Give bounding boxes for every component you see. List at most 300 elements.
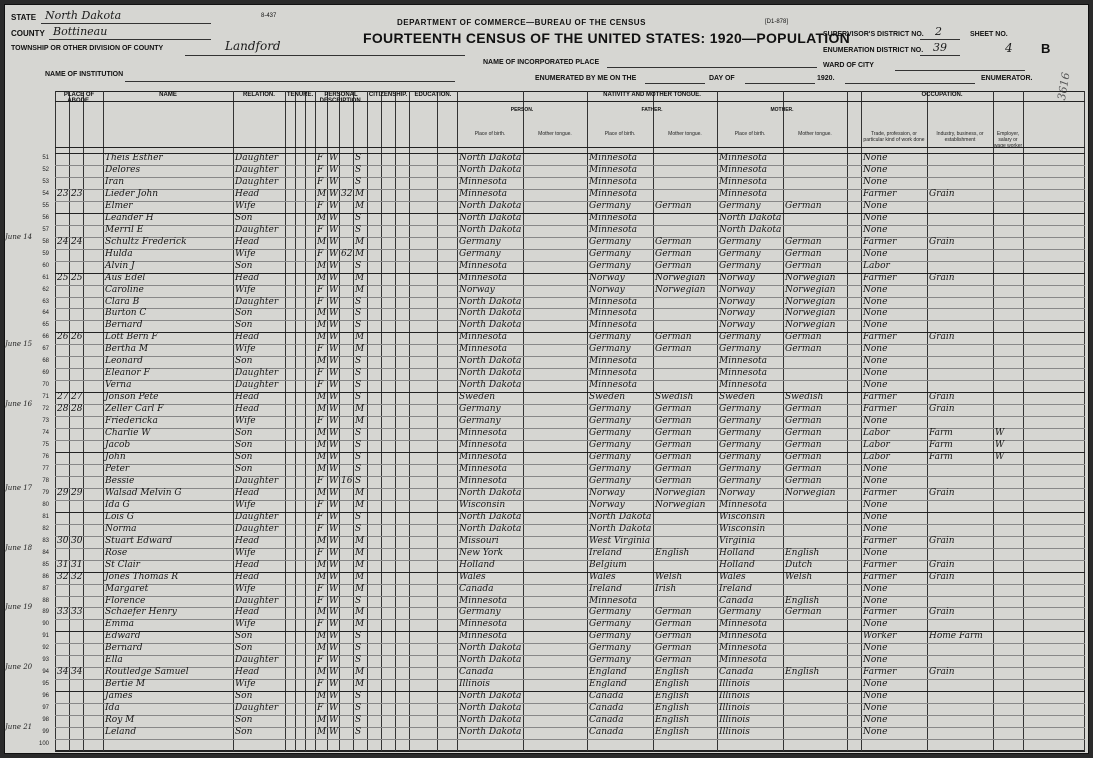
cell-ind: Grain: [929, 607, 955, 618]
cell-pob: Minnesota: [459, 475, 508, 486]
cell-ms: M: [355, 535, 365, 546]
cell-mpob: Holland: [719, 547, 755, 558]
cell-mpob: Minnesota: [719, 368, 768, 379]
row-number: 99: [42, 729, 49, 736]
cell-dw: 34: [57, 667, 69, 678]
cell-rel: Son: [235, 691, 253, 702]
row-number: 70: [42, 382, 49, 389]
cell-pob: Minnesota: [459, 451, 508, 462]
cell-mtong: German: [785, 463, 822, 474]
cell-occ: None: [863, 212, 888, 223]
row-number: 90: [42, 621, 49, 628]
cell-race: W: [329, 607, 339, 618]
row-number: 53: [42, 178, 49, 185]
cell-rel: Daughter: [235, 655, 279, 666]
cell-race: W: [329, 320, 339, 331]
cell-mpob: Wales: [719, 571, 746, 582]
cell-pob: North Dakota: [459, 715, 522, 726]
cell-fam: 23: [71, 188, 83, 199]
cell-mpob: Germany: [719, 475, 761, 486]
cell-race: W: [329, 344, 339, 355]
cell-ms: S: [355, 356, 362, 367]
cell-race: W: [329, 619, 339, 630]
cell-name: Bertha M: [105, 344, 149, 355]
cell-fpob: Sweden: [589, 392, 626, 403]
row-number: 60: [42, 262, 49, 269]
margin-note: June 21: [5, 723, 33, 732]
row-number: 96: [42, 693, 49, 700]
cell-name: Leander H: [105, 212, 154, 223]
cell-mtong: English: [785, 547, 820, 558]
cell-occ: None: [863, 380, 888, 391]
cell-race: W: [329, 368, 339, 379]
cell-mtong: German: [785, 440, 822, 451]
cell-occ: None: [863, 691, 888, 702]
row-number: 61: [42, 274, 49, 281]
cell-race: W: [329, 643, 339, 654]
row-number: 84: [42, 549, 49, 556]
cell-rel: Daughter: [235, 511, 279, 522]
cell-rel: Son: [235, 320, 253, 331]
cell-race: W: [329, 296, 339, 307]
cell-fpob: Ireland: [589, 583, 622, 594]
cell-sex: F: [317, 296, 324, 307]
row-number: 80: [42, 501, 49, 508]
column-divider: [83, 91, 84, 751]
cell-race: W: [329, 224, 339, 235]
cell-occ: Labor: [863, 440, 890, 451]
cell-sex: M: [317, 571, 327, 582]
cell-ind: Farm: [929, 440, 953, 451]
cell-race: W: [329, 679, 339, 690]
cell-ind: Grain: [929, 392, 955, 403]
cell-occ: None: [863, 368, 888, 379]
cell-mpob: Germany: [719, 428, 761, 439]
cell-ftong: German: [655, 200, 692, 211]
row-number: 97: [42, 705, 49, 712]
column-divider: [409, 91, 410, 751]
cell-name: Delores: [105, 164, 141, 175]
census-sheet: [4, 4, 1089, 754]
cell-fpob: Germany: [589, 236, 631, 247]
cell-emp: W: [995, 428, 1005, 439]
supervisor-value: 2: [935, 25, 942, 38]
row-number: 76: [42, 453, 49, 460]
cell-ind: Farm: [929, 451, 953, 462]
cell-ftong: German: [655, 655, 692, 666]
group-heading-8: OCCUPATION.: [921, 92, 963, 98]
cell-fpob: Germany: [589, 200, 631, 211]
cell-dw: 28: [57, 404, 69, 415]
cell-rel: Daughter: [235, 703, 279, 714]
cell-ms: S: [355, 428, 362, 439]
cell-mtong: German: [785, 475, 822, 486]
cell-mtong: German: [785, 260, 822, 271]
cell-mpob: Minnesota: [719, 499, 768, 510]
cell-rel: Son: [235, 308, 253, 319]
cell-mtong: German: [785, 607, 822, 618]
margin-note: June 16: [5, 400, 33, 409]
cell-sex: M: [317, 260, 327, 271]
cell-race: W: [329, 284, 339, 295]
cell-rel: Head: [235, 272, 260, 283]
cell-mtong: Norwegian: [785, 308, 836, 319]
cell-race: W: [329, 440, 339, 451]
cell-fpob: Germany: [589, 643, 631, 654]
cell-pob: North Dakota: [459, 200, 522, 211]
cell-emp: W: [995, 451, 1005, 462]
cell-ms: S: [355, 260, 362, 271]
cell-pob: North Dakota: [459, 212, 522, 223]
cell-pob: North Dakota: [459, 368, 522, 379]
cell-rel: Head: [235, 236, 260, 247]
cell-occ: None: [863, 308, 888, 319]
cell-ms: M: [355, 272, 365, 283]
enumerator-label: ENUMERATOR.: [981, 75, 1033, 82]
cell-age: 62: [341, 248, 353, 259]
cell-name: John: [105, 451, 126, 462]
cell-pob: North Dakota: [459, 703, 522, 714]
cell-sex: M: [317, 559, 327, 570]
cell-occ: None: [863, 296, 888, 307]
cell-mtong: Welsh: [785, 571, 813, 582]
cell-mpob: Germany: [719, 344, 761, 355]
cell-race: W: [329, 272, 339, 283]
cell-race: W: [329, 212, 339, 223]
cell-sex: M: [317, 236, 327, 247]
cell-mpob: Minnesota: [719, 643, 768, 654]
column-divider: [587, 91, 588, 751]
county-label: COUNTY: [11, 29, 45, 38]
cell-pob: Wisconsin: [459, 499, 506, 510]
row-number: 88: [42, 597, 49, 604]
column-heading-1: Mother tongue.: [538, 131, 572, 137]
cell-sex: F: [317, 200, 324, 211]
cell-ms: S: [355, 643, 362, 654]
cell-pob: North Dakota: [459, 356, 522, 367]
cell-name: Iran: [105, 176, 125, 187]
cell-name: Eleanor F: [105, 368, 150, 379]
cell-mpob: Germany: [719, 260, 761, 271]
cell-name: Rose: [105, 547, 128, 558]
cell-pob: North Dakota: [459, 320, 522, 331]
cell-fpob: Norway: [589, 284, 625, 295]
margin-note: June 18: [5, 543, 33, 552]
cell-occ: None: [863, 727, 888, 738]
cell-fam: 25: [71, 272, 83, 283]
cell-pob: North Dakota: [459, 152, 522, 163]
cell-fpob: Minnesota: [589, 595, 638, 606]
cell-mpob: Norway: [719, 296, 755, 307]
cell-ms: S: [355, 655, 362, 666]
group-heading-6: EDUCATION.: [414, 92, 452, 98]
cell-race: W: [329, 200, 339, 211]
cell-ftong: Norwegian: [655, 487, 706, 498]
cell-ms: S: [355, 715, 362, 726]
row-number: 52: [42, 166, 49, 173]
cell-sex: M: [317, 643, 327, 654]
row-number: 59: [42, 250, 49, 257]
header-divider: [55, 147, 1085, 148]
cell-mpob: Minnesota: [719, 631, 768, 642]
cell-mpob: North Dakota: [719, 224, 782, 235]
cell-race: W: [329, 152, 339, 163]
cell-mpob: Germany: [719, 607, 761, 618]
cell-ftong: Norwegian: [655, 499, 706, 510]
cell-occ: Farmer: [863, 487, 897, 498]
cell-mpob: Norway: [719, 308, 755, 319]
cell-occ: Farmer: [863, 332, 897, 343]
cell-race: W: [329, 523, 339, 534]
cell-mtong: Norwegian: [785, 487, 836, 498]
cell-pob: Minnesota: [459, 428, 508, 439]
ward-label: WARD OF CITY: [823, 62, 874, 69]
cell-mtong: Norwegian: [785, 320, 836, 331]
group-heading-7: NATIVITY AND MOTHER TONGUE.: [603, 92, 701, 98]
cell-rel: Wife: [235, 583, 256, 594]
cell-fpob: Germany: [589, 631, 631, 642]
cell-ftong: Welsh: [655, 571, 683, 582]
cell-pob: Minnesota: [459, 260, 508, 271]
cell-pob: North Dakota: [459, 487, 522, 498]
year-text: 1920.: [817, 75, 835, 82]
cell-sex: F: [317, 416, 324, 427]
cell-ms: M: [355, 404, 365, 415]
cell-fpob: Germany: [589, 260, 631, 271]
cell-fpob: Canada: [589, 715, 624, 726]
cell-fpob: Minnesota: [589, 296, 638, 307]
cell-mpob: Germany: [719, 451, 761, 462]
cell-race: W: [329, 547, 339, 558]
cell-ms: M: [355, 547, 365, 558]
cell-fam: 28: [71, 404, 83, 415]
column-divider: [367, 91, 368, 751]
cell-occ: None: [863, 583, 888, 594]
row-number: 89: [42, 609, 49, 616]
cell-ms: S: [355, 440, 362, 451]
cell-emp: W: [995, 440, 1005, 451]
cell-mpob: Germany: [719, 248, 761, 259]
cell-pob: Germany: [459, 248, 501, 259]
cell-name: Roy M: [105, 715, 135, 726]
cell-race: W: [329, 511, 339, 522]
township-label: TOWNSHIP OR OTHER DIVISION OF COUNTY: [11, 45, 164, 52]
column-divider: [339, 91, 340, 751]
cell-name: Margaret: [105, 583, 149, 594]
cell-occ: None: [863, 499, 888, 510]
cell-mtong: German: [785, 332, 822, 343]
cell-ind: Home Farm: [929, 631, 983, 642]
column-heading-7: Industry, business, or establishment: [936, 131, 984, 143]
cell-mpob: Norway: [719, 284, 755, 295]
cell-ms: S: [355, 463, 362, 474]
cell-occ: Worker: [863, 631, 897, 642]
cell-name: Merril E: [105, 224, 144, 235]
cell-mpob: Illinois: [719, 715, 750, 726]
cell-race: W: [329, 535, 339, 546]
cell-ms: M: [355, 607, 365, 618]
cell-ind: Grain: [929, 188, 955, 199]
cell-ftong: German: [655, 236, 692, 247]
cell-mpob: Illinois: [719, 691, 750, 702]
group-heading-5: CITIZENSHIP.: [368, 92, 408, 98]
cell-occ: Farmer: [863, 571, 897, 582]
cell-ftong: English: [655, 679, 690, 690]
cell-race: W: [329, 487, 339, 498]
cell-dw: 32: [57, 571, 69, 582]
cell-mpob: Germany: [719, 440, 761, 451]
cell-race: W: [329, 727, 339, 738]
cell-occ: Labor: [863, 451, 890, 462]
cell-rel: Head: [235, 559, 260, 570]
cell-sex: M: [317, 440, 327, 451]
cell-mpob: Germany: [719, 416, 761, 427]
cell-mtong: Swedish: [785, 392, 824, 403]
cell-sex: F: [317, 703, 324, 714]
cell-fpob: Minnesota: [589, 356, 638, 367]
cell-name: Bernard: [105, 320, 143, 331]
cell-ms: S: [355, 320, 362, 331]
cell-dw: 29: [57, 487, 69, 498]
cell-occ: None: [863, 523, 888, 534]
cell-fpob: Canada: [589, 703, 624, 714]
cell-name: Jonson Pete: [105, 392, 159, 403]
cell-pob: North Dakota: [459, 380, 522, 391]
cell-fpob: Minnesota: [589, 188, 638, 199]
cell-occ: Farmer: [863, 236, 897, 247]
column-divider: [861, 91, 862, 751]
cell-fpob: Ireland: [589, 547, 622, 558]
cell-name: Peter: [105, 463, 130, 474]
cell-ftong: German: [655, 428, 692, 439]
cell-occ: Labor: [863, 260, 890, 271]
cell-sex: M: [317, 487, 327, 498]
group-heading-1: NAME: [159, 92, 177, 98]
cell-ms: S: [355, 176, 362, 187]
cell-name: Alvin J: [105, 260, 135, 271]
cell-ftong: English: [655, 703, 690, 714]
cell-race: W: [329, 392, 339, 403]
cell-mpob: Illinois: [719, 679, 750, 690]
incorporated-label: NAME OF INCORPORATED PLACE: [483, 59, 600, 66]
cell-mpob: Germany: [719, 404, 761, 415]
cell-ind: Grain: [929, 332, 955, 343]
cell-race: W: [329, 416, 339, 427]
cell-rel: Wife: [235, 499, 256, 510]
cell-ms: M: [355, 499, 365, 510]
cell-pob: North Dakota: [459, 691, 522, 702]
margin-note: June 15: [5, 340, 33, 349]
cell-occ: None: [863, 176, 888, 187]
cell-occ: None: [863, 320, 888, 331]
cell-sex: M: [317, 212, 327, 223]
cell-fpob: Germany: [589, 440, 631, 451]
row-number: 72: [42, 406, 49, 413]
row-number: 69: [42, 370, 49, 377]
cell-occ: None: [863, 224, 888, 235]
cell-rel: Daughter: [235, 380, 279, 391]
column-heading-3: Mother tongue.: [668, 131, 702, 137]
cell-name: Bessie: [105, 475, 135, 486]
sheet-label: SHEET NO.: [970, 31, 1008, 38]
row-number: 74: [42, 430, 49, 437]
cell-race: W: [329, 559, 339, 570]
row-number: 57: [42, 226, 49, 233]
cell-sex: M: [317, 320, 327, 331]
cell-rel: Daughter: [235, 224, 279, 235]
cell-race: W: [329, 451, 339, 462]
row-number: 58: [42, 238, 49, 245]
cell-mpob: Holland: [719, 559, 755, 570]
cell-name: Aus Edel: [105, 272, 146, 283]
column-divider: [315, 91, 316, 751]
cell-ftong: German: [655, 440, 692, 451]
enumerated-text: ENUMERATED BY ME ON THE: [535, 75, 637, 82]
cell-pob: Canada: [459, 667, 494, 678]
cell-name: Ida G: [105, 499, 130, 510]
cell-pob: Minnesota: [459, 176, 508, 187]
cell-fpob: Germany: [589, 475, 631, 486]
margin-note: June 17: [5, 483, 33, 492]
cell-fpob: Minnesota: [589, 368, 638, 379]
cell-sex: F: [317, 248, 324, 259]
cell-dw: 30: [57, 535, 69, 546]
column-divider: [847, 91, 848, 751]
cell-sex: M: [317, 535, 327, 546]
cell-name: Leonard: [105, 356, 143, 367]
cell-race: W: [329, 380, 339, 391]
form-number: 8-437: [261, 13, 277, 19]
cell-ftong: German: [655, 451, 692, 462]
cell-occ: None: [863, 200, 888, 211]
cell-sex: F: [317, 368, 324, 379]
cell-occ: None: [863, 248, 888, 259]
cell-name: Lois G: [105, 511, 134, 522]
cell-mpob: Germany: [719, 200, 761, 211]
cell-name: Ida: [105, 703, 120, 714]
cell-sex: F: [317, 523, 324, 534]
cell-rel: Daughter: [235, 595, 279, 606]
cell-fam: 34: [71, 667, 83, 678]
cell-sex: F: [317, 583, 324, 594]
cell-mtong: German: [785, 344, 822, 355]
row-number: 67: [42, 346, 49, 353]
cell-rel: Son: [235, 356, 253, 367]
cell-ms: M: [355, 571, 365, 582]
cell-race: W: [329, 260, 339, 271]
cell-race: W: [329, 164, 339, 175]
cell-mpob: Wisconsin: [719, 511, 766, 522]
cell-occ: None: [863, 547, 888, 558]
cell-name: Bernard: [105, 643, 143, 654]
cell-fpob: Minnesota: [589, 224, 638, 235]
cell-occ: None: [863, 164, 888, 175]
cell-ms: S: [355, 703, 362, 714]
cell-ms: S: [355, 511, 362, 522]
row-number: 71: [42, 394, 49, 401]
cell-ftong: German: [655, 416, 692, 427]
cell-pob: North Dakota: [459, 727, 522, 738]
cell-race: W: [329, 356, 339, 367]
cell-rel: Head: [235, 188, 260, 199]
cell-sex: F: [317, 595, 324, 606]
cell-ms: S: [355, 475, 362, 486]
cell-sex: F: [317, 547, 324, 558]
column-divider: [653, 91, 654, 751]
cell-sex: F: [317, 619, 324, 630]
cell-mtong: Norwegian: [785, 296, 836, 307]
cell-name: Routledge Samuel: [105, 667, 189, 678]
